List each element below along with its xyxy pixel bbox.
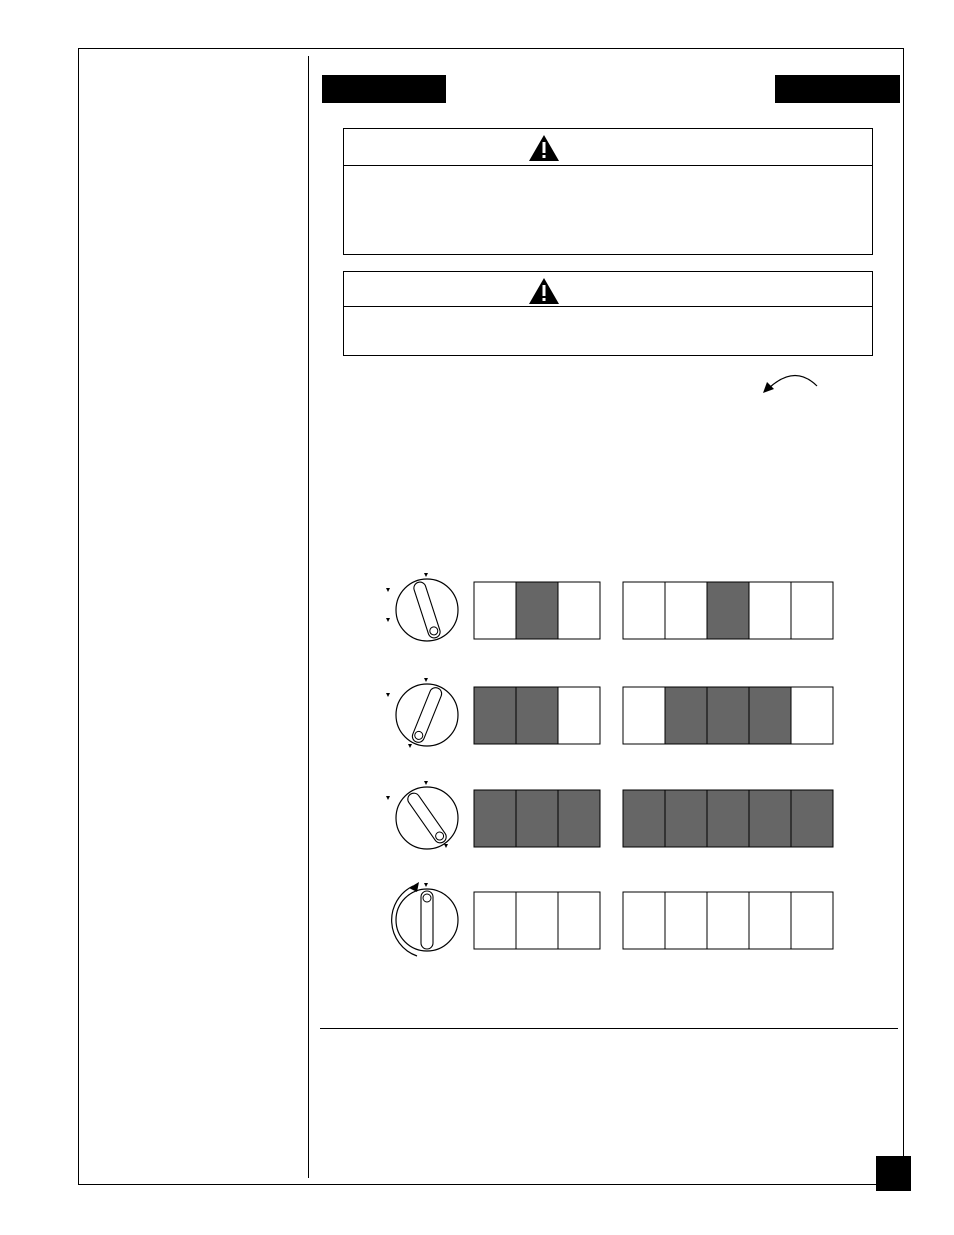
indicator-cell — [791, 892, 833, 949]
position-marker — [424, 883, 428, 887]
indicator-cell — [791, 790, 833, 847]
indicator-cell — [558, 892, 600, 949]
indicator-cell — [516, 582, 558, 639]
indicator-cell — [623, 582, 665, 639]
indicator-cell — [665, 790, 707, 847]
indicator-cell — [623, 687, 665, 744]
position-marker — [386, 796, 390, 800]
section-header-right — [775, 75, 900, 103]
indicator-cell — [749, 582, 791, 639]
position-marker — [444, 844, 448, 848]
counterclockwise-arrow-icon — [755, 368, 825, 400]
warning-header — [344, 129, 872, 166]
indicator-cell — [707, 892, 749, 949]
indicator-cell — [665, 892, 707, 949]
warning-triangle-icon — [528, 277, 560, 305]
indicator-cell — [516, 790, 558, 847]
indicator-cell — [707, 582, 749, 639]
indicator-cell — [707, 687, 749, 744]
indicator-cell — [558, 687, 600, 744]
column-divider — [308, 56, 309, 1178]
warning-triangle-icon — [528, 134, 560, 162]
indicator-cell — [558, 790, 600, 847]
position-marker — [424, 573, 428, 577]
page-number — [876, 1156, 911, 1191]
indicator-cell — [474, 790, 516, 847]
position-marker — [424, 678, 428, 682]
indicator-cell — [791, 582, 833, 639]
control-knob — [396, 787, 458, 849]
indicator-cell — [749, 892, 791, 949]
indicator-cell — [665, 582, 707, 639]
indicator-cell — [558, 582, 600, 639]
warning-box — [343, 128, 873, 255]
control-knob — [396, 684, 458, 746]
indicator-cell — [474, 687, 516, 744]
indicator-cell — [516, 892, 558, 949]
control-knob — [396, 579, 458, 641]
warning-header — [344, 272, 872, 307]
indicator-cell — [516, 687, 558, 744]
indicator-cell — [707, 790, 749, 847]
indicator-cell — [623, 790, 665, 847]
indicator-cell — [623, 892, 665, 949]
indicator-cell — [791, 687, 833, 744]
position-marker — [424, 781, 428, 785]
indicator-cell — [665, 687, 707, 744]
indicator-cell — [474, 892, 516, 949]
section-header-left — [322, 75, 446, 103]
warning-text — [344, 307, 872, 319]
indicator-cell — [749, 687, 791, 744]
section-divider — [320, 1028, 898, 1029]
position-marker — [386, 588, 390, 592]
position-marker — [386, 693, 390, 697]
indicator-cell — [749, 790, 791, 847]
indicator-cell — [474, 582, 516, 639]
warning-box — [343, 271, 873, 356]
position-marker — [386, 618, 390, 622]
warning-text — [344, 166, 872, 178]
position-marker — [408, 744, 412, 748]
control-knob-settings-diagram — [380, 560, 850, 980]
